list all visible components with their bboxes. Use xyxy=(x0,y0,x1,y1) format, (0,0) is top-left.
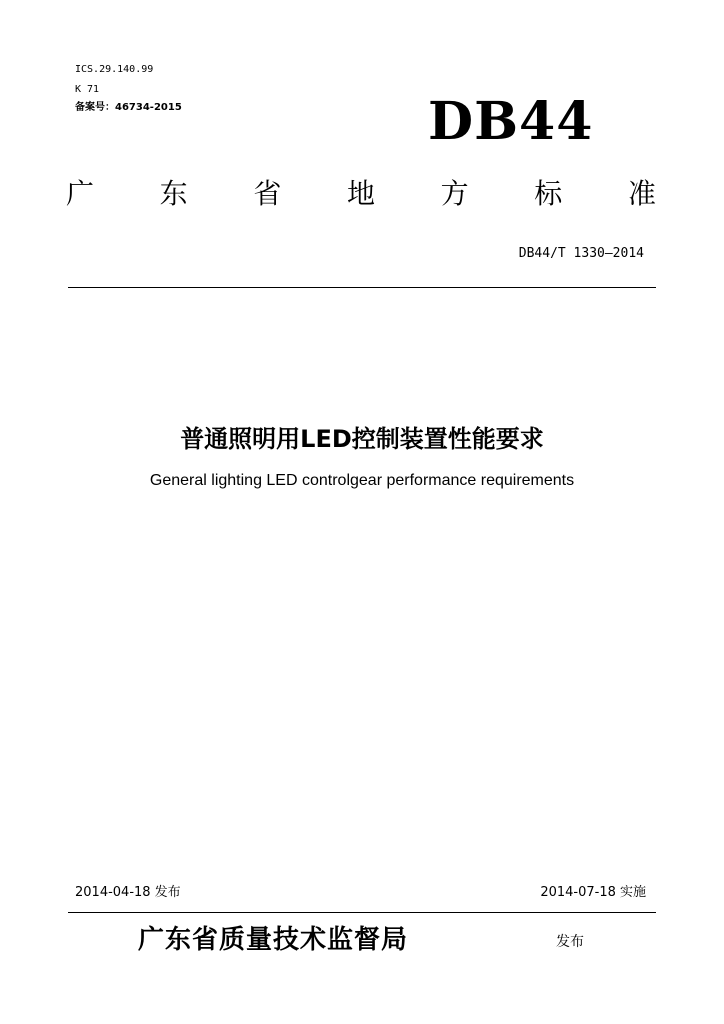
standard-type-char: 标 xyxy=(534,177,563,210)
ics-code: ICS.29.140.99 xyxy=(75,64,154,75)
standard-type-heading xyxy=(66,174,656,214)
document-title-cn: 普通照明用LED控制装置性能要求 xyxy=(180,425,544,453)
standard-number: DB44/T 1330—2014 xyxy=(518,246,644,261)
filing-number: 备案号：46734-2015 xyxy=(75,102,182,113)
footer-divider xyxy=(68,912,656,913)
standard-type-char: 地 xyxy=(346,177,375,210)
document-title-en: General lighting LED controlgear performance requirements xyxy=(149,472,575,489)
ccs-code: K 71 xyxy=(75,84,100,95)
standard-logo: DB44 xyxy=(428,91,594,152)
standard-type-char: 准 xyxy=(627,177,656,210)
issue-date: 2014-04-18 发布 xyxy=(75,885,181,900)
standard-type-char: 广 xyxy=(66,177,95,210)
standard-type-char: 东 xyxy=(159,177,188,210)
header-divider xyxy=(68,287,656,288)
publisher-name: 广东省质量技术监督局 xyxy=(138,925,409,955)
effective-date: 2014-07-18 实施 xyxy=(540,885,646,900)
publisher-action: 发布 xyxy=(556,934,584,950)
standard-type-char: 省 xyxy=(253,177,282,210)
standard-type-char: 方 xyxy=(440,177,469,210)
